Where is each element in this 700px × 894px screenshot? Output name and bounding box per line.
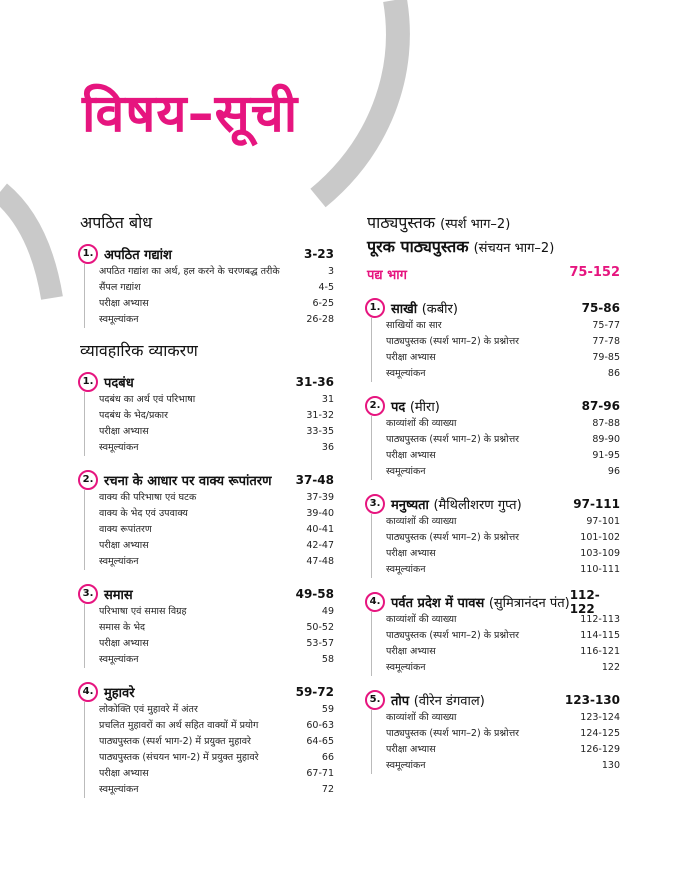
subtopic-pages: 126-129 <box>580 744 620 755</box>
chapter-number-badge: 4. <box>365 592 385 612</box>
subtopic-label: स्वमूल्यांकन <box>99 314 139 325</box>
chapter-title: रचना के आधार पर वाक्य रूपांतरण <box>104 473 272 489</box>
subtopic-label: पाठ्यपुस्तक (स्पर्श भाग–2) के प्रश्नोत्तर <box>386 728 520 739</box>
chapter-heading-row <box>80 371 334 392</box>
chapter-pages: 3-23 <box>303 246 334 261</box>
subtopic-row <box>99 392 334 408</box>
subtopic-pages: 89-90 <box>592 434 620 445</box>
subtopic-row <box>99 296 334 312</box>
subtopic-row <box>99 490 334 506</box>
subtopic-pages: 91-95 <box>592 450 620 461</box>
chapter-subtopics <box>371 710 620 774</box>
subtopic-pages: 123-124 <box>580 712 620 723</box>
subtopic-label: स्वमूल्यांकन <box>386 662 426 673</box>
subtopic-row <box>386 758 620 774</box>
subtopic-pages: 31 <box>321 394 334 405</box>
subtopic-pages: 60-63 <box>306 720 334 731</box>
chapter-pages: 112-122 <box>569 587 600 616</box>
chapter-pages: 49-58 <box>295 586 334 601</box>
subtopic-row <box>99 636 334 652</box>
chapter-number-badge: 3. <box>365 494 385 514</box>
toc-chapter <box>367 493 620 578</box>
supplementary-heading-sub: (संचयन भाग–2) <box>473 241 555 256</box>
subtopic-label: पाठ्यपुस्तक (संचयन भाग-2) में प्रयुक्त मुहावरे <box>99 752 259 763</box>
textbook-heading-main: पाठ्यपुस्तक <box>367 213 436 232</box>
chapter-subtopics <box>84 604 334 668</box>
subtopic-row <box>99 604 334 620</box>
subtopic-label: पदबंध के भेद/प्रकार <box>99 410 169 421</box>
subtopic-label: परीक्षा अभ्यास <box>99 298 149 309</box>
subtopic-row <box>386 334 620 350</box>
subtopic-label: स्वमूल्यांकन <box>386 760 426 771</box>
subtopic-label: परीक्षा अभ्यास <box>386 450 436 461</box>
chapter-subtopics <box>371 318 620 382</box>
chapter-subtopics <box>84 392 334 456</box>
subtopic-label: पाठ्यपुस्तक (स्पर्श भाग–2) के प्रश्नोत्तर <box>386 630 520 641</box>
toc-chapter <box>80 469 334 570</box>
subtopic-pages: 97-101 <box>586 516 620 527</box>
part-label: पद्य भाग <box>367 268 407 283</box>
subtopic-label: काव्यांशों की व्याख्या <box>386 712 457 723</box>
subtopic-label: परीक्षा अभ्यास <box>99 638 149 649</box>
subtopic-pages: 36 <box>321 442 334 453</box>
subtopic-row <box>99 734 334 750</box>
subtopic-pages: 110-111 <box>580 564 620 575</box>
subtopic-row <box>386 660 620 676</box>
subtopic-pages: 103-109 <box>580 548 620 559</box>
toc-section <box>80 341 334 798</box>
subtopic-pages: 42-47 <box>306 540 334 551</box>
subtopic-pages: 116-121 <box>580 646 620 657</box>
subtopic-pages: 122 <box>601 662 620 673</box>
subtopic-label: स्वमूल्यांकन <box>386 368 426 379</box>
chapter-number-badge: 1. <box>365 298 385 318</box>
chapter-title: मनुष्यता (मैथिलीशरण गुप्त) <box>391 497 522 513</box>
chapter-title: मुहावरे <box>104 685 135 701</box>
toc-chapter <box>367 297 620 382</box>
chapter-author: (वीरेन डंगवाल) <box>413 693 485 709</box>
subtopic-pages: 67-71 <box>306 768 334 779</box>
subtopic-label: परिभाषा एवं समास विग्रह <box>99 606 187 617</box>
subtopic-label: पदबंध का अर्थ एवं परिभाषा <box>99 394 196 405</box>
subtopic-label: पाठ्यपुस्तक (स्पर्श भाग–2) के प्रश्नोत्तर <box>386 434 520 445</box>
subtopic-row <box>99 264 334 280</box>
subtopic-label: वाक्य के भेद एवं उपवाक्य <box>99 508 188 519</box>
chapter-pages: 37-48 <box>295 472 334 487</box>
subtopic-label: पाठ्यपुस्तक (स्पर्श भाग-2) में प्रयुक्त मुहावरे <box>99 736 251 747</box>
subtopic-pages: 124-125 <box>580 728 620 739</box>
chapter-subtopics <box>84 490 334 570</box>
section-heading: व्यावहारिक व्याकरण <box>80 341 198 360</box>
subtopic-pages: 37-39 <box>306 492 334 503</box>
subtopic-pages: 6-25 <box>312 298 334 309</box>
subtopic-row <box>386 644 620 660</box>
subtopic-row <box>99 408 334 424</box>
subtopic-pages: 130 <box>601 760 620 771</box>
toc-chapter <box>80 243 334 328</box>
subtopic-row <box>99 506 334 522</box>
subtopic-row <box>386 710 620 726</box>
subtopic-label: परीक्षा अभ्यास <box>386 548 436 559</box>
subtopic-pages: 87-88 <box>592 418 620 429</box>
subtopic-pages: 114-115 <box>580 630 620 641</box>
toc-chapter <box>80 583 334 668</box>
subtopic-pages: 59 <box>321 704 334 715</box>
subtopic-label: स्वमूल्यांकन <box>99 654 139 665</box>
chapter-heading-row <box>80 681 334 702</box>
part-heading <box>367 265 620 283</box>
subtopic-label: वाक्य की परिभाषा एवं घटक <box>99 492 197 503</box>
subtopic-label: स्वमूल्यांकन <box>386 564 426 575</box>
textbook-heading <box>367 213 620 235</box>
subtopic-row <box>386 628 620 644</box>
subtopic-row <box>99 522 334 538</box>
subtopic-pages: 86 <box>607 368 620 379</box>
subtopic-pages: 4-5 <box>318 282 334 293</box>
subtopic-label: काव्यांशों की व्याख्या <box>386 614 457 625</box>
chapter-subtopics <box>371 416 620 480</box>
chapter-number-badge: 5. <box>365 690 385 710</box>
supplementary-heading-main: पूरक पाठ्यपुस्तक <box>367 237 469 256</box>
subtopic-label: परीक्षा अभ्यास <box>99 768 149 779</box>
section-heading: अपठित बोध <box>80 213 153 232</box>
chapter-pages: 75-86 <box>581 300 620 315</box>
chapter-number-badge: 2. <box>78 470 98 490</box>
subtopic-row <box>386 318 620 334</box>
subtopic-pages: 53-57 <box>306 638 334 649</box>
textbook-heading-sub: (स्पर्श भाग–2) <box>440 217 511 232</box>
subtopic-pages: 40-41 <box>306 524 334 535</box>
subtopic-pages: 3 <box>327 266 334 277</box>
subtopic-label: काव्यांशों की व्याख्या <box>386 418 457 429</box>
subtopic-row <box>99 538 334 554</box>
chapter-title: साखी (कबीर) <box>391 301 458 317</box>
subtopic-label: सैंपल गद्यांश <box>99 282 141 293</box>
chapter-pages: 97-111 <box>573 496 620 511</box>
subtopic-row <box>99 280 334 296</box>
page-title: विषय–सूची <box>82 84 299 144</box>
subtopic-label: परीक्षा अभ्यास <box>386 352 436 363</box>
subtopic-label: परीक्षा अभ्यास <box>386 646 436 657</box>
chapter-subtopics <box>84 702 334 798</box>
chapter-title: अपठित गद्यांश <box>104 247 172 263</box>
subtopic-label: अपठित गद्यांश का अर्थ, हल करने के चरणबद्ध तरीके <box>99 266 280 277</box>
chapter-subtopics <box>371 514 620 578</box>
subtopic-label: परीक्षा अभ्यास <box>386 744 436 755</box>
toc-section <box>80 213 334 328</box>
chapter-pages: 31-36 <box>295 374 334 389</box>
subtopic-row <box>386 350 620 366</box>
chapter-pages: 123-130 <box>564 692 620 707</box>
chapter-heading-row <box>80 469 334 490</box>
right-column <box>367 213 620 787</box>
chapter-heading-row <box>80 243 334 264</box>
subtopic-label: प्रचलित मुहावरों का अर्थ सहित वाक्यों में प्रयोग <box>99 720 259 731</box>
subtopic-pages: 26-28 <box>306 314 334 325</box>
chapter-number-badge: 1. <box>78 372 98 392</box>
subtopic-row <box>386 546 620 562</box>
chapter-author: (कबीर) <box>421 301 458 317</box>
toc-chapter <box>367 395 620 480</box>
toc-chapter <box>80 371 334 456</box>
chapter-author: (मैथिलीशरण गुप्त) <box>433 497 522 513</box>
chapter-heading-row <box>367 395 620 416</box>
toc-chapter <box>80 681 334 798</box>
subtopic-row <box>386 530 620 546</box>
subtopic-pages: 112-113 <box>580 614 620 625</box>
subtopic-label: समास के भेद <box>99 622 146 633</box>
subtopic-row <box>386 448 620 464</box>
subtopic-row <box>386 366 620 382</box>
subtopic-pages: 47-48 <box>306 556 334 567</box>
subtopic-row <box>386 432 620 448</box>
subtopic-pages: 75-77 <box>592 320 620 331</box>
chapter-title: पदबंध <box>104 375 134 391</box>
toc-chapter <box>367 587 620 676</box>
subtopic-pages: 101-102 <box>580 532 620 543</box>
subtopic-row <box>386 464 620 480</box>
subtopic-label: स्वमूल्यांकन <box>99 556 139 567</box>
subtopic-label: स्वमूल्यांकन <box>386 466 426 477</box>
chapter-title: पर्वत प्रदेश में पावस (सुमित्रानंदन पंत) <box>391 595 570 611</box>
subtopic-row <box>99 718 334 734</box>
subtopic-pages: 49 <box>321 606 334 617</box>
subtopic-row <box>99 750 334 766</box>
part-pages: 75-152 <box>569 265 620 280</box>
chapter-title: तोप (वीरेन डंगवाल) <box>391 693 485 709</box>
subtopic-row <box>386 726 620 742</box>
subtopic-row <box>99 620 334 636</box>
subtopic-pages: 96 <box>607 466 620 477</box>
subtopic-label: वाक्य रूपांतरण <box>99 524 152 535</box>
subtopic-pages: 39-40 <box>306 508 334 519</box>
chapter-heading-row <box>367 493 620 514</box>
chapter-heading-row <box>367 297 620 318</box>
chapter-pages: 87-96 <box>581 398 620 413</box>
chapter-pages: 59-72 <box>295 684 334 699</box>
subtopic-pages: 64-65 <box>306 736 334 747</box>
subtopic-pages: 50-52 <box>306 622 334 633</box>
subtopic-row <box>386 514 620 530</box>
subtopic-pages: 79-85 <box>592 352 620 363</box>
subtopic-row <box>99 652 334 668</box>
subtopic-label: परीक्षा अभ्यास <box>99 540 149 551</box>
subtopic-pages: 31-32 <box>306 410 334 421</box>
subtopic-label: स्वमूल्यांकन <box>99 442 139 453</box>
chapter-subtopics <box>371 612 620 676</box>
chapter-title: समास <box>104 587 133 603</box>
subtopic-pages: 58 <box>321 654 334 665</box>
subtopic-row <box>386 612 620 628</box>
chapter-heading-row <box>367 689 620 710</box>
supplementary-heading <box>367 237 620 259</box>
subtopic-label: स्वमूल्यांकन <box>99 784 139 795</box>
subtopic-row <box>386 562 620 578</box>
subtopic-row <box>99 312 334 328</box>
subtopic-pages: 72 <box>321 784 334 795</box>
subtopic-row <box>99 702 334 718</box>
chapter-heading-row <box>367 587 620 616</box>
subtopic-label: पाठ्यपुस्तक (स्पर्श भाग–2) के प्रश्नोत्तर <box>386 532 520 543</box>
chapter-heading-row <box>80 583 334 604</box>
subtopic-label: पाठ्यपुस्तक (स्पर्श भाग–2) के प्रश्नोत्तर <box>386 336 520 347</box>
subtopic-row <box>99 782 334 798</box>
subtopic-row <box>386 416 620 432</box>
subtopic-row <box>99 440 334 456</box>
subtopic-pages: 33-35 <box>306 426 334 437</box>
subtopic-pages: 77-78 <box>592 336 620 347</box>
subtopic-row <box>386 742 620 758</box>
chapter-author: (मीरा) <box>409 399 440 415</box>
chapter-number-badge: 3. <box>78 584 98 604</box>
chapter-author: (सुमित्रानंदन पंत) <box>488 595 570 611</box>
subtopic-pages: 66 <box>321 752 334 763</box>
subtopic-label: काव्यांशों की व्याख्या <box>386 516 457 527</box>
chapter-number-badge: 2. <box>365 396 385 416</box>
subtopic-label: परीक्षा अभ्यास <box>99 426 149 437</box>
chapter-title: पद (मीरा) <box>391 399 440 415</box>
chapter-subtopics <box>84 264 334 328</box>
subtopic-label: साखियों का सार <box>386 320 442 331</box>
subtopic-row <box>99 424 334 440</box>
subtopic-row <box>99 554 334 570</box>
chapter-number-badge: 1. <box>78 244 98 264</box>
left-column <box>80 213 334 811</box>
toc-chapter <box>367 689 620 774</box>
subtopic-row <box>99 766 334 782</box>
subtopic-label: लोकोक्ति एवं मुहावरे में अंतर <box>99 704 198 715</box>
chapter-number-badge: 4. <box>78 682 98 702</box>
